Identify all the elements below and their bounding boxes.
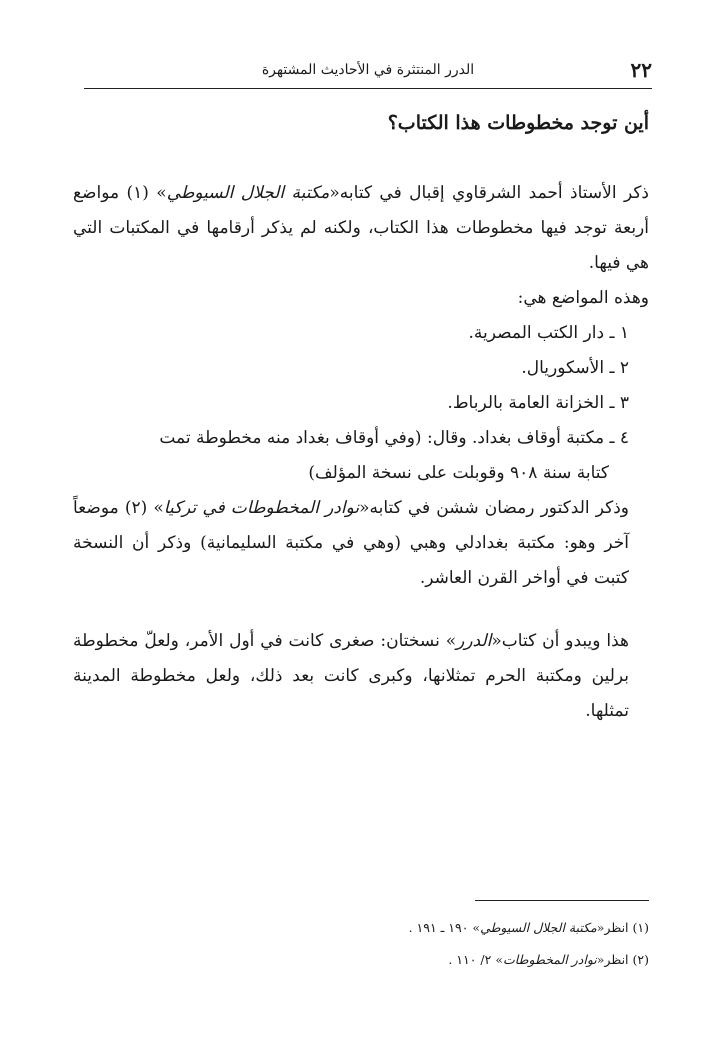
list-intro: وهذه المواضع هي: <box>517 288 649 308</box>
page-header <box>84 58 652 89</box>
running-title: الدرر المنتثرة في الأحاديث المشتهرة <box>261 62 475 78</box>
footnote-book-title: مكتبة الجلال السيوطي <box>480 920 597 935</box>
paragraph-1-text-a: ذكر الأستاذ أحمد الشرقاوي إقبال في كتابه« <box>329 183 650 203</box>
paragraph-3 <box>73 624 649 729</box>
footnote-2-text-a: (٢) انظر« <box>596 952 649 967</box>
book-title: مكتبة الجلال السيوطي <box>166 183 330 203</box>
paragraph-1 <box>73 176 649 281</box>
footnote-1 <box>73 912 649 944</box>
list-item: ٤ ـ مكتبة أوقاف بغداد. وقال: (وفي أوقاف بغداد منه مخطوطة تمت <box>159 428 629 448</box>
paragraph-1-text-b: » (١) مواضع أربعة توجد فيها مخطوطات هذا الكتاب، ولكنه لم يذكر أرقامها في المكتبات التي هي فيها. <box>73 183 649 273</box>
paragraph-3-text-b: » نسختان: صغرى كانت في أول الأمر، ولعلّ مخطوطة برلين ومكتبة الحرم تمثلانها، وكبرى كانت بعد ذلك، ولعل مخطوطة المدينة تمثلها. <box>73 631 629 721</box>
list-item-continuation: كتابة سنة ٩٠٨ وقوبلت على نسخة المؤلف) <box>308 463 609 483</box>
footnote-2-text-b: » ٢/ ١١٠ . <box>448 952 503 967</box>
list-item: ٢ ـ الأسكوريال. <box>521 358 629 378</box>
paragraph-2-text-a: وذكر الدكتور رمضان ششن في كتابه« <box>359 498 629 518</box>
body-text <box>73 176 649 729</box>
footnotes <box>73 912 649 976</box>
footnote-1-text-a: (١) انظر« <box>596 920 649 935</box>
list-item: ٣ ـ الخزانة العامة بالرباط. <box>447 393 629 413</box>
section-heading: أين توجد مخطوطات هذا الكتاب؟ <box>387 112 649 134</box>
page-number: ٢٢ <box>630 58 652 82</box>
book-title: الدرر <box>456 631 492 651</box>
paragraph-gap <box>73 596 649 624</box>
book-title: نوادر المخطوطات في تركيا <box>163 498 360 518</box>
footnote-rule <box>475 900 649 901</box>
list-item: ١ ـ دار الكتب المصرية. <box>468 323 629 343</box>
footnote-book-title: نوادر المخطوطات <box>502 952 597 967</box>
footnote-2 <box>73 944 649 976</box>
paragraph-2-text-b: » (٢) موضعاً آخر وهو: مكتبة بغدادلي وهبي (وهي في مكتبة السليمانية) وذكر أن النسخة كتبت في أواخر القرن العاشر. <box>73 498 629 588</box>
paragraph-2 <box>73 491 649 596</box>
footnote-1-text-b: » ١٩٠ ـ ١٩١ . <box>408 920 481 935</box>
paragraph-3-text-a: هذا ويبدو أن كتاب« <box>491 631 629 651</box>
